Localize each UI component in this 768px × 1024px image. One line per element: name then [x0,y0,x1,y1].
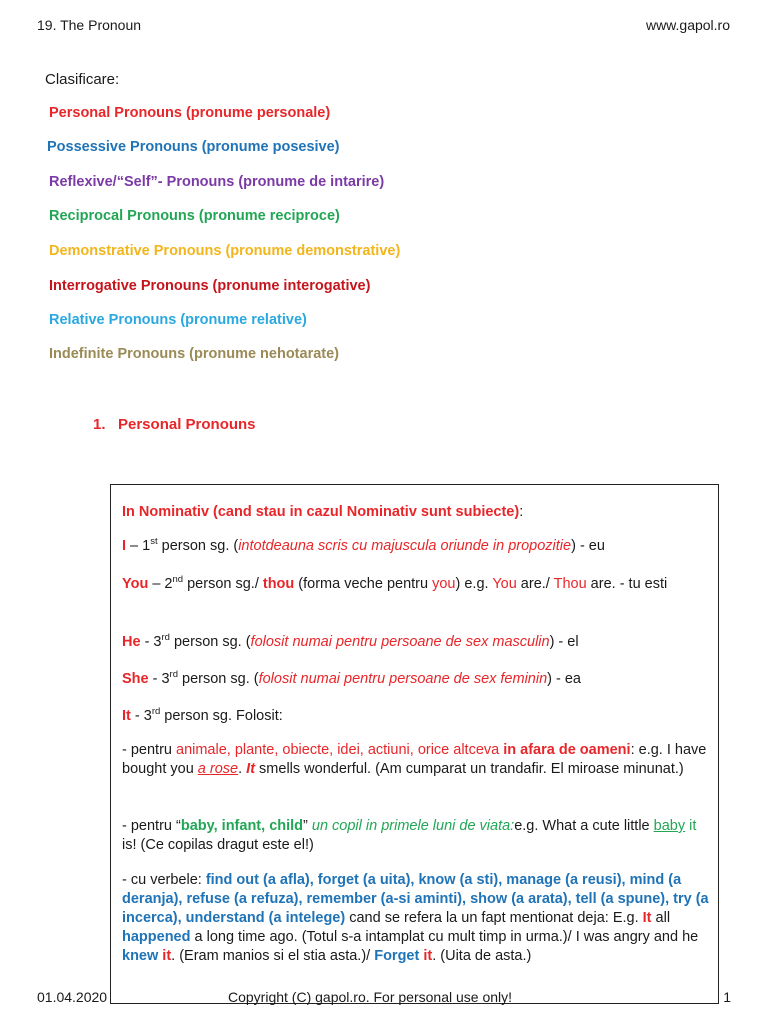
category-personal: Personal Pronouns (pronume personale) [49,105,331,121]
pronoun-it-row: It - 3rd person sg. Folosit: [122,706,283,724]
pronoun-he-row: He - 3rd person sg. (folosit numai pentru persoane de sex masculin) - el [122,632,579,650]
category-demonstrative: Demonstrative Pronouns (pronume demonstrative) [49,243,401,259]
footer-copyright: Copyright (C) gapol.ro. For personal use only! [228,989,513,1005]
category-reflexive: Reflexive/“Self”- Pronouns (pronume de intarire) [49,174,385,190]
footer-page-number: 1 [723,989,731,1005]
category-possessive: Possessive Pronouns (pronume posesive) [47,139,340,155]
category-indefinite: Indefinite Pronouns (pronume nehotarate) [49,346,340,362]
category-relative: Relative Pronouns (pronume relative) [49,312,307,328]
section-title: Personal Pronouns [118,416,256,433]
classification-title: Clasificare: [45,71,120,88]
header-website: www.gapol.ro [645,17,730,33]
pronoun-i-row: I – 1st person sg. (intotdeauna scris cu majuscula oriunde in propozitie) - eu [122,536,605,554]
it-usage-verbs: - cu verbele: find out (a afla), forget (a uita), know (a sti), manage (a reusi), mind (a deranja), refuse (a refuza), remember (a-si aminti), show (a arata), tell (a spune), try (a incerca), understand (a intelege) cand se refera la un fapt mentionat deja: E.g. It all happened a long time ago. (Totul s-a intamplat cu mult timp in urma.)/ I was angry and he knew it. (Eram manios si el stia asta.)/ Forget it. (Uita de asta.) [122,872,709,964]
pronoun-you-row: You – 2nd person sg./ thou (forma veche pentru you) e.g. You are./ Thou are. - tu esti [122,574,668,592]
section-heading [93,416,256,433]
category-interrogative: Interrogative Pronouns (pronume interogative) [49,278,371,294]
header-chapter-title: 19. The Pronoun [37,17,142,33]
footer-date: 01.04.2020 [37,989,108,1005]
it-usage-things: - pentru animale, plante, obiecte, idei, actiuni, orice altceva in afara de oameni: e.g. I have bought you a rose. It smells wonderful. (Am cumparat un trandafir. El miroase minunat.) [122,742,707,777]
category-reciprocal: Reciprocal Pronouns (pronume reciproce) [49,208,340,224]
nominative-box [110,484,719,1004]
it-usage-baby: - pentru “baby, infant, child” un copil in primele luni de viata:e.g. What a cute little baby it is! (Ce copilas dragut este el!) [122,818,697,853]
section-number: 1. [93,416,106,433]
pronoun-she-row: She - 3rd person sg. (folosit numai pentru persoane de sex feminin) - ea [122,669,581,687]
nominative-heading: In Nominativ (cand stau in cazul Nominativ sunt subiecte): [122,504,524,520]
